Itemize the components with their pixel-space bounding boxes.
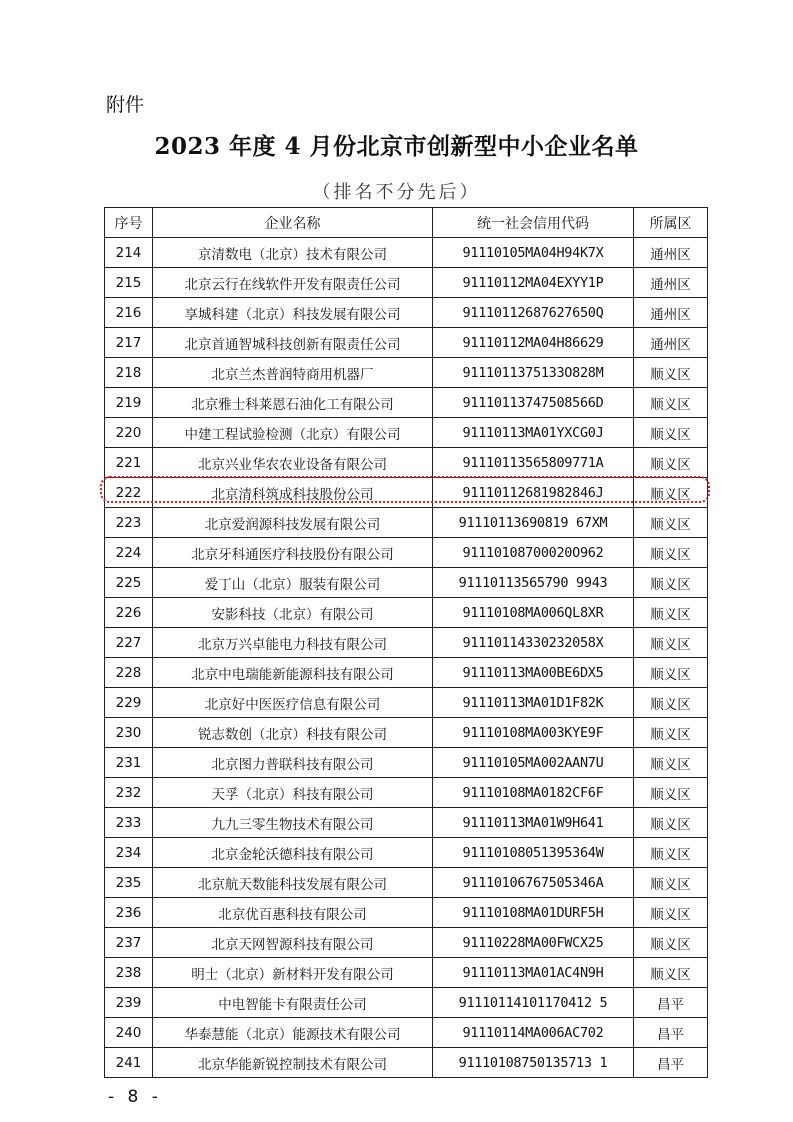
cell-credit-code: 91110113747508566D <box>433 388 634 418</box>
cell-seq: 216 <box>105 298 153 328</box>
cell-district: 顺义区 <box>634 838 708 868</box>
cell-company-name: 北京图力普联科技有限公司 <box>153 748 433 778</box>
table-row <box>105 688 708 718</box>
cell-credit-code: 91110112681982846J <box>433 478 634 508</box>
enterprise-table <box>104 207 708 1078</box>
cell-company-name: 北京金轮沃德科技有限公司 <box>153 838 433 868</box>
cell-credit-code: 91110108051395364W <box>433 838 634 868</box>
cell-district: 顺义区 <box>634 718 708 748</box>
table-row <box>105 988 708 1018</box>
table-row <box>105 538 708 568</box>
cell-district: 顺义区 <box>634 748 708 778</box>
cell-seq: 239 <box>105 988 153 1018</box>
cell-seq: 224 <box>105 538 153 568</box>
table-row <box>105 388 708 418</box>
cell-credit-code: 91110108700020O962 <box>433 538 634 568</box>
table-body <box>105 238 708 1078</box>
cell-company-name: 九九三零生物技术有限公司 <box>153 808 433 838</box>
table-row <box>105 418 708 448</box>
cell-district: 顺义区 <box>634 628 708 658</box>
header-credit-code: 统一社会信用代码 <box>433 208 634 238</box>
cell-company-name: 北京兰杰普润特商用机器厂 <box>153 358 433 388</box>
cell-credit-code: 91110108750135713 1 <box>433 1048 634 1078</box>
cell-credit-code: 91110113565809771A <box>433 448 634 478</box>
highlight-annotation <box>100 476 710 503</box>
cell-district: 顺义区 <box>634 928 708 958</box>
cell-seq: 218 <box>105 358 153 388</box>
cell-district: 顺义区 <box>634 508 708 538</box>
table-row <box>105 1048 708 1078</box>
cell-seq: 223 <box>105 508 153 538</box>
cell-district: 顺义区 <box>634 478 708 508</box>
cell-seq: 230 <box>105 718 153 748</box>
table-row <box>105 658 708 688</box>
cell-district: 顺义区 <box>634 358 708 388</box>
table-row <box>105 298 708 328</box>
cell-credit-code: 91110105MA04H94K7X <box>433 238 634 268</box>
cell-company-name: 京清数电（北京）技术有限公司 <box>153 238 433 268</box>
cell-seq: 226 <box>105 598 153 628</box>
table-row <box>105 928 708 958</box>
cell-company-name: 北京中电瑞能新能源科技有限公司 <box>153 658 433 688</box>
cell-company-name: 北京万兴卓能电力科技有限公司 <box>153 628 433 658</box>
cell-seq: 229 <box>105 688 153 718</box>
cell-credit-code: 91110113MA01D1F82K <box>433 688 634 718</box>
cell-district: 顺义区 <box>634 568 708 598</box>
cell-district: 通州区 <box>634 298 708 328</box>
cell-district: 顺义区 <box>634 958 708 988</box>
cell-credit-code: 91110108MA003KYE9F <box>433 718 634 748</box>
cell-company-name: 华泰慧能（北京）能源技术有限公司 <box>153 1018 433 1048</box>
cell-company-name: 安影科技（北京）有限公司 <box>153 598 433 628</box>
cell-company-name: 明士（北京）新材料开发有限公司 <box>153 958 433 988</box>
cell-seq: 232 <box>105 778 153 808</box>
document-title: 2023 年度 4 月份北京市创新型中小企业名单 <box>154 133 639 160</box>
header-company-name: 企业名称 <box>153 208 433 238</box>
cell-company-name: 中电智能卡有限责任公司 <box>153 988 433 1018</box>
cell-credit-code: 91110113MA01W9H641 <box>433 808 634 838</box>
table-row <box>105 808 708 838</box>
table-header-row <box>105 208 708 238</box>
cell-district: 通州区 <box>634 328 708 358</box>
table-row <box>105 328 708 358</box>
table-row <box>105 268 708 298</box>
table-row <box>105 868 708 898</box>
cell-district: 顺义区 <box>634 538 708 568</box>
cell-credit-code: 91110114101170412 5 <box>433 988 634 1018</box>
cell-seq: 234 <box>105 838 153 868</box>
table-row <box>105 598 708 628</box>
cell-district: 顺义区 <box>634 778 708 808</box>
cell-seq: 220 <box>105 418 153 448</box>
cell-company-name: 享城科建（北京）科技发展有限公司 <box>153 298 433 328</box>
cell-district: 昌平 <box>634 1018 708 1048</box>
cell-credit-code: 91110108MA01DURF5H <box>433 898 634 928</box>
cell-seq: 233 <box>105 808 153 838</box>
cell-company-name: 北京兴业华农农业设备有限公司 <box>153 448 433 478</box>
cell-company-name: 爱丁山（北京）服装有限公司 <box>153 568 433 598</box>
table-row <box>105 748 708 778</box>
cell-seq: 228 <box>105 658 153 688</box>
cell-company-name: 北京优百惠科技有限公司 <box>153 898 433 928</box>
cell-district: 昌平 <box>634 988 708 1018</box>
page-number: - 8 - <box>108 1087 162 1107</box>
cell-credit-code: 91110114330232058X <box>433 628 634 658</box>
cell-company-name: 北京华能新锐控制技术有限公司 <box>153 1048 433 1078</box>
cell-seq: 236 <box>105 898 153 928</box>
cell-seq: 237 <box>105 928 153 958</box>
cell-credit-code: 91110114MA006AC702 <box>433 1018 634 1048</box>
cell-credit-code: 91110113MA00BE6DX5 <box>433 658 634 688</box>
cell-seq: 221 <box>105 448 153 478</box>
cell-credit-code: 91110108MA006QL8XR <box>433 598 634 628</box>
attachment-label: 附件 <box>106 94 145 116</box>
cell-district: 顺义区 <box>634 418 708 448</box>
cell-seq: 222 <box>105 478 153 508</box>
cell-seq: 227 <box>105 628 153 658</box>
cell-credit-code: 91110113MA01YXCG0J <box>433 418 634 448</box>
cell-company-name: 天孚（北京）科技有限公司 <box>153 778 433 808</box>
cell-district: 通州区 <box>634 268 708 298</box>
cell-seq: 241 <box>105 1048 153 1078</box>
cell-company-name: 北京爱润源科技发展有限公司 <box>153 508 433 538</box>
cell-company-name: 北京云行在线软件开发有限责任公司 <box>153 268 433 298</box>
cell-credit-code: 91110113690819 67XM <box>433 508 634 538</box>
table-row <box>105 718 708 748</box>
cell-company-name: 北京牙科通医疗科技股份有限公司 <box>153 538 433 568</box>
cell-credit-code: 91110112MA04H86629 <box>433 328 634 358</box>
cell-company-name: 北京首通智城科技创新有限责任公司 <box>153 328 433 358</box>
cell-credit-code: 9111011375133O828M <box>433 358 634 388</box>
cell-seq: 235 <box>105 868 153 898</box>
cell-district: 顺义区 <box>634 388 708 418</box>
cell-seq: 238 <box>105 958 153 988</box>
cell-company-name: 北京好中医医疗信息有限公司 <box>153 688 433 718</box>
cell-seq: 219 <box>105 388 153 418</box>
cell-seq: 217 <box>105 328 153 358</box>
cell-district: 顺义区 <box>634 598 708 628</box>
table-row <box>105 448 708 478</box>
table-row <box>105 628 708 658</box>
cell-district: 顺义区 <box>634 808 708 838</box>
cell-seq: 215 <box>105 268 153 298</box>
cell-credit-code: 91110112687627650Q <box>433 298 634 328</box>
cell-company-name: 锐志数创（北京）科技有限公司 <box>153 718 433 748</box>
cell-seq: 240 <box>105 1018 153 1048</box>
cell-company-name: 中建工程试验检测（北京）有限公司 <box>153 418 433 448</box>
cell-seq: 214 <box>105 238 153 268</box>
table-row <box>105 958 708 988</box>
cell-credit-code: 91110228MA00FWCX25 <box>433 928 634 958</box>
cell-credit-code: 91110106767505346A <box>433 868 634 898</box>
document-subtitle: （排名不分先后） <box>312 182 481 203</box>
table-row <box>105 508 708 538</box>
header-district: 所属区 <box>634 208 708 238</box>
cell-credit-code: 91110105MA002AAN7U <box>433 748 634 778</box>
table-row <box>105 358 708 388</box>
cell-district: 顺义区 <box>634 868 708 898</box>
cell-credit-code: 91110108MA0182CF6F <box>433 778 634 808</box>
table-row <box>105 778 708 808</box>
cell-seq: 225 <box>105 568 153 598</box>
table-row <box>105 568 708 598</box>
table-row <box>105 898 708 928</box>
cell-company-name: 北京天网智源科技有限公司 <box>153 928 433 958</box>
cell-credit-code: 91110112MA04EXYY1P <box>433 268 634 298</box>
cell-credit-code: 91110113MA01AC4N9H <box>433 958 634 988</box>
table-row <box>105 1018 708 1048</box>
cell-district: 顺义区 <box>634 448 708 478</box>
cell-district: 通州区 <box>634 238 708 268</box>
cell-district: 顺义区 <box>634 898 708 928</box>
table-row <box>105 838 708 868</box>
cell-company-name: 北京雅士科莱恩石油化工有限公司 <box>153 388 433 418</box>
table-row <box>105 238 708 268</box>
cell-district: 顺义区 <box>634 688 708 718</box>
header-seq: 序号 <box>105 208 153 238</box>
cell-seq: 231 <box>105 748 153 778</box>
cell-credit-code: 91110113565790 9943 <box>433 568 634 598</box>
cell-company-name: 北京清科筑成科技股份公司 <box>153 478 433 508</box>
cell-district: 顺义区 <box>634 658 708 688</box>
cell-company-name: 北京航天数能科技发展有限公司 <box>153 868 433 898</box>
cell-district: 昌平 <box>634 1048 708 1078</box>
